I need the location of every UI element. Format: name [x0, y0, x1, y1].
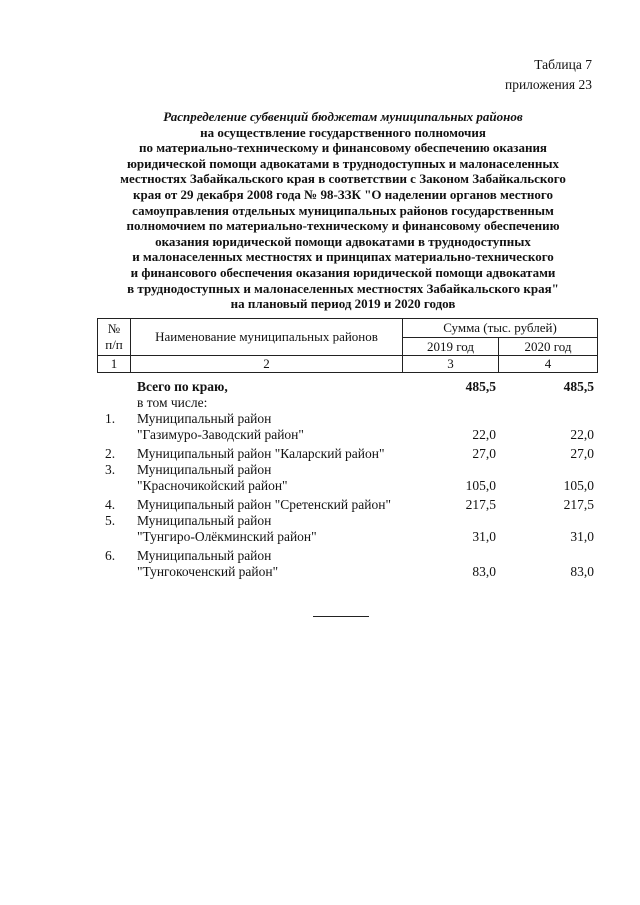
- title-line: на плановый период 2019 и 2020 годов: [230, 296, 456, 312]
- document-title: [96, 109, 590, 312]
- row-number: 3.: [105, 462, 116, 477]
- total-label: Всего по краю,: [137, 379, 228, 394]
- district-name: Муниципальный район: [137, 411, 272, 426]
- table-row: [97, 462, 598, 478]
- value-2019: 105,0: [465, 478, 496, 493]
- column-index: 1: [98, 356, 131, 373]
- table-row: [97, 411, 598, 427]
- value-2020: 31,0: [570, 529, 594, 544]
- title-line: полномочием по материально-техническому и финансовому обеспечению: [126, 218, 560, 234]
- num-header: [98, 319, 131, 356]
- year-2020-header: 2020 год: [499, 338, 598, 356]
- district-name: Муниципальный район "Сретенский район": [137, 497, 391, 512]
- row-number: 5.: [105, 513, 116, 528]
- table-header: [97, 318, 598, 373]
- value-2019: 83,0: [472, 564, 496, 579]
- title-line: местностях Забайкальского края в соответствии с Законом Забайкальского: [120, 171, 566, 187]
- title-line: и малонаселенных местностях и принципах материально-технического: [132, 249, 554, 265]
- title-line: самоуправления отдельных муниципальных районов государственным: [132, 202, 554, 218]
- district-name: Муниципальный район: [137, 548, 272, 563]
- title-line: и финансового обеспечения оказания юридической помощи адвокатами: [130, 264, 556, 280]
- title-line: на осуществление государственного полномочия: [200, 124, 486, 140]
- value-2019: 27,0: [472, 446, 496, 461]
- table-row: [97, 513, 598, 529]
- total-row: [97, 379, 598, 395]
- district-name: Муниципальный район: [137, 462, 272, 477]
- row-number: 6.: [105, 548, 116, 563]
- table-row: [97, 478, 598, 494]
- district-name: "Газимуро-Заводский район": [137, 427, 304, 442]
- num-header-top: №: [107, 321, 121, 336]
- value-2020: 83,0: [570, 564, 594, 579]
- value-2020: 217,5: [563, 497, 594, 512]
- row-number: 1.: [105, 411, 116, 426]
- row-number: 2.: [105, 446, 116, 461]
- table-row: [97, 446, 598, 462]
- title-line: юридической помощи адвокатами в труднодоступных и малонаселенных: [126, 155, 560, 171]
- column-index: 2: [131, 356, 403, 373]
- appendix-number: приложения 23: [504, 77, 592, 92]
- total-2020: 485,5: [563, 379, 594, 394]
- value-2019: 217,5: [465, 497, 496, 512]
- district-name: "Тунгокоченский район": [137, 564, 279, 579]
- value-2020: 22,0: [570, 427, 594, 442]
- year-2019-header: 2019 год: [403, 338, 499, 356]
- table-row: [97, 427, 598, 443]
- table-row: [97, 497, 598, 513]
- title-line: края от 29 декабря 2008 года № 98-ЗЗК "О наделении органов местного: [133, 186, 553, 202]
- table-row: [97, 564, 598, 580]
- title-line: по материально-техническому и финансовому обеспечению оказания: [139, 140, 547, 156]
- table-body: [97, 379, 598, 580]
- title-line: в труднодоступных и малонаселенных местностях Забайкальского края": [127, 280, 559, 296]
- value-2019: 22,0: [472, 427, 496, 442]
- value-2020: 105,0: [563, 478, 594, 493]
- district-name: "Тунгиро-Олёкминский район": [137, 529, 317, 544]
- district-name: "Красночикойский район": [137, 478, 288, 493]
- table-number: Таблица 7: [534, 57, 592, 72]
- including-label: в том числе:: [137, 395, 208, 410]
- table-row: [97, 529, 598, 545]
- district-name: Муниципальный район "Каларский район": [137, 446, 385, 461]
- name-header: Наименование муниципальных районов: [131, 319, 403, 356]
- table-row: [97, 548, 598, 564]
- title-line: оказания юридической помощи адвокатами в труднодоступных: [155, 233, 531, 249]
- column-index: 3: [403, 356, 499, 373]
- end-rule: [313, 616, 369, 617]
- value-2019: 31,0: [472, 529, 496, 544]
- row-number: 4.: [105, 497, 116, 512]
- including-row: [97, 395, 598, 411]
- title-line: Распределение субвенций бюджетам муниципальных районов: [163, 109, 523, 124]
- total-2019: 485,5: [465, 379, 496, 394]
- column-index: 4: [499, 356, 598, 373]
- sum-header: Сумма (тыс. рублей): [403, 319, 598, 338]
- district-name: Муниципальный район: [137, 513, 272, 528]
- value-2020: 27,0: [570, 446, 594, 461]
- num-header-bottom: п/п: [105, 337, 123, 352]
